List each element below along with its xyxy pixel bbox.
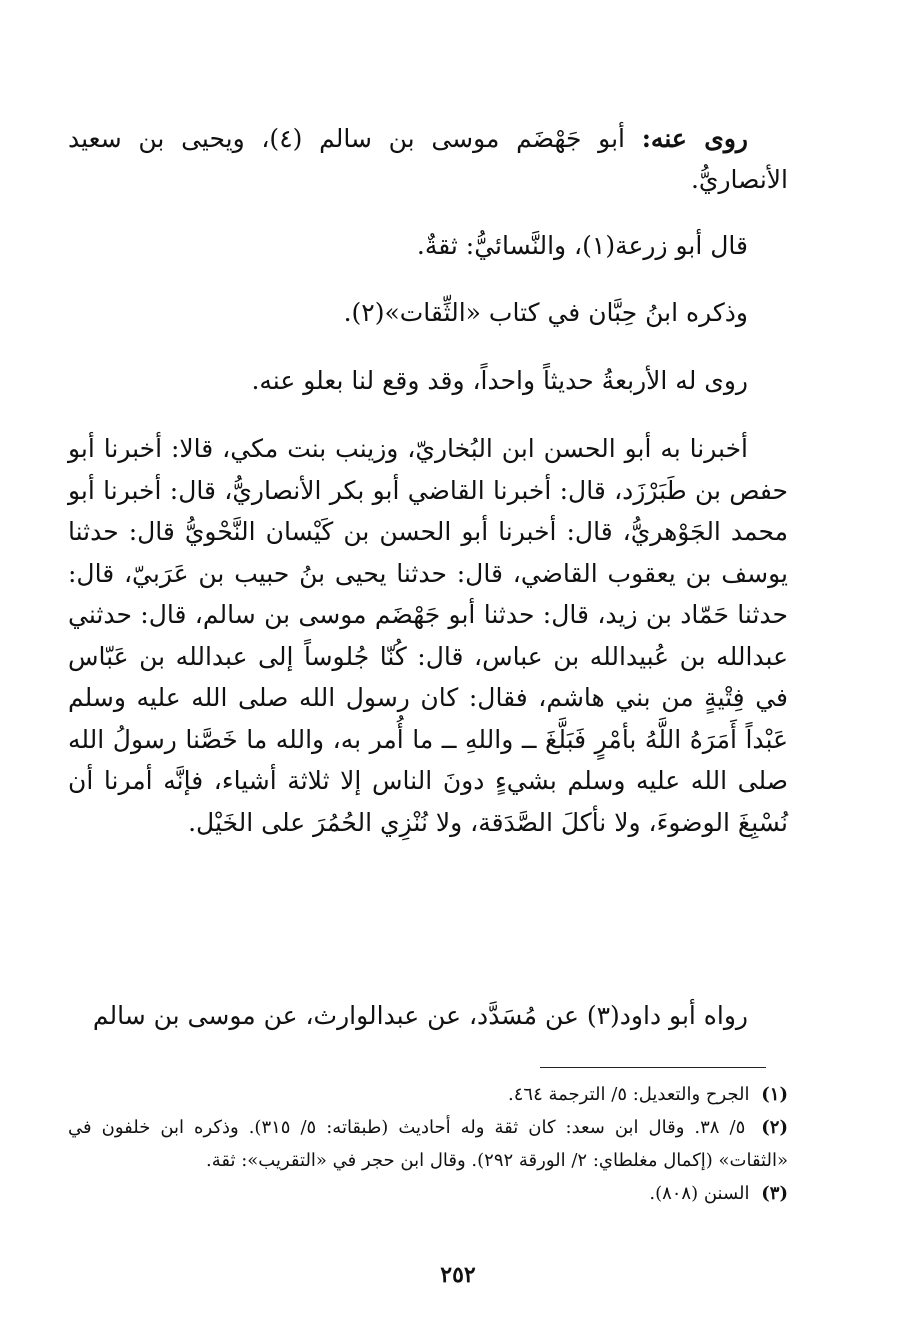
footnotes (68, 1078, 788, 1210)
page-number: ٢٥٢ (440, 1262, 476, 1288)
narrators-text: أبو جَهْضَم موسى بن سالم (٤)، ويحيى بن سعيد الأنصاريُّ. (68, 124, 788, 194)
footnote-2 (68, 1111, 788, 1177)
ibn-hibban-text: وذكره ابنُ حِبَّان في كتاب «الثِّقات»(٢). (343, 298, 748, 327)
arbaa-text: روى له الأربعةُ حديثاً واحداً، وقد وقع لنا بعلو عنه. (251, 366, 748, 395)
footnote-number: (١) (761, 1084, 788, 1105)
footnote-number: (٢) (761, 1117, 788, 1138)
footnote-text: السنن (٨٠٨). (649, 1183, 750, 1204)
abu-dawud-text: رواه أبو داود(٣) عن مُسَدَّد، عن عبدالوارث، عن موسى بن سالم (92, 1001, 748, 1030)
footnote-text: ٥/ ٣٨. وقال ابن سعد: كان ثقة وله أحاديث (طبقاته: ٥/ ٣١٥). وذكره ابن خلفون في «الثقات» (إكمال مغلطاي: ٢/ الورقة ٢٩٢). وقال ابن حجر في «التقريب»: ثقة. (68, 1117, 788, 1171)
abu-dawud-paragraph (68, 995, 788, 1036)
abu-zura-paragraph (68, 225, 788, 266)
footnote-number: (٣) (761, 1183, 788, 1204)
arbaa-paragraph (68, 360, 788, 401)
narrators-lead: روى عنه: (641, 124, 748, 153)
hadith-paragraph (68, 428, 788, 843)
footnote-3 (68, 1177, 788, 1210)
footnote-1 (68, 1078, 788, 1111)
ibn-hibban-paragraph (68, 292, 788, 333)
hadith-text: أخبرنا به أبو الحسن ابن البُخاريّ، وزينب بنت مكي، قالا: أخبرنا أبو حفص بن طَبَرْزَد، قال: أخبرنا القاضي أبو بكر الأنصاريُّ، قال: أخبرنا أبو محمد الجَوْهريُّ، قال: أخبرنا أبو الحسن بن كَيْسان النَّحْويُّ قال: حدثنا يوسف بن يعقوب القاضي، قال: حدثنا يحيى بنُ حبيب بن عَرَبيّ، قال: حدثنا حَمّاد بن زيد، قال: حدثنا أبو جَهْضَم موسى بن سالم، قال: حدثني عبدالله بن عُبيدالله بن عباس، قال: كُنّا جُلوساً إلى عبدالله بن عَبّاس في فِتْيةٍ من بني هاشم، فقال: كان رسول الله صلى الله عليه وسلم عَبْداً أَمَرَهُ اللَّهُ بأمْرٍ فَبَلَّغَ ــ واللهِ ــ ما أُمر به، والله ما خَصَّنا رسولُ الله صلى الله عليه وسلم بشيءٍ دونَ الناس إلا ثلاثة أشياء، فإنَّه أمرنا أن نُسْبِغَ الوضوءَ، ولا نأكلَ الصَّدَقة، ولا نُنْزِي الحُمُرَ على الخَيْل. (68, 434, 788, 837)
footnote-text: الجرح والتعديل: ٥/ الترجمة ٤٦٤. (508, 1084, 750, 1105)
narrators-paragraph (68, 118, 788, 200)
abu-zura-text: قال أبو زرعة(١)، والنَّسائيُّ: ثقةٌ. (416, 231, 748, 260)
footnote-separator (540, 1067, 766, 1068)
